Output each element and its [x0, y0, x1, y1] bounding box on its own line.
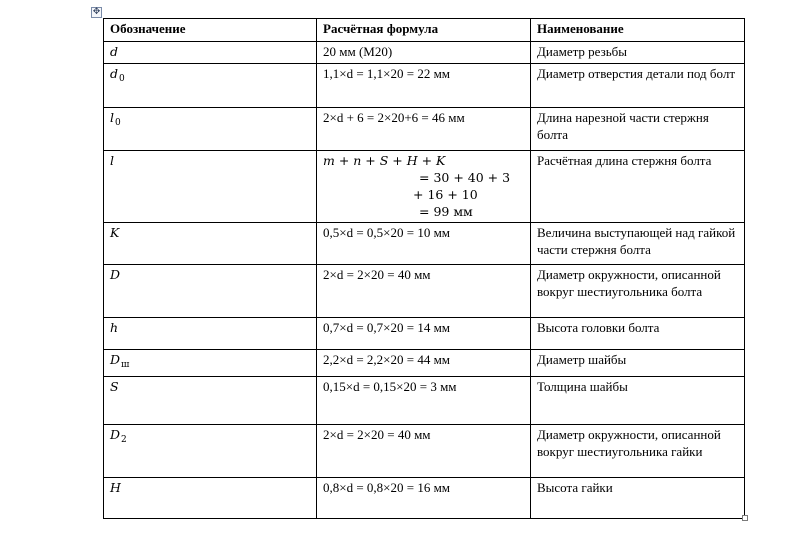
symbol-subscript: 0 [119, 74, 125, 84]
name-cell[interactable]: Диаметр окружности, описанной вокруг шестиугольника болта [531, 265, 745, 318]
name-cell[interactable]: Диаметр окружности, описанной вокруг шестиугольника гайки [531, 425, 745, 478]
symbol-cell[interactable] [104, 42, 317, 64]
formula-cell[interactable]: 0,5×d = 0,5×20 = 10 мм [317, 223, 531, 265]
name-cell[interactable]: Диаметр резьбы [531, 42, 745, 64]
symbol-cell[interactable] [104, 108, 317, 151]
header-name: Наименование [531, 19, 745, 42]
table-row [104, 64, 745, 108]
symbol-cell[interactable] [104, 223, 317, 265]
name-cell[interactable]: Высота гайки [531, 478, 745, 519]
formula-cell[interactable]: 0,7×d = 0,7×20 = 14 мм [317, 318, 531, 350]
table-row [104, 350, 745, 377]
table-header-row [104, 19, 745, 42]
table-move-handle-icon[interactable]: ✥ [92, 7, 101, 17]
symbol: S [110, 379, 119, 394]
formula-cell[interactable]: 0,8×d = 0,8×20 = 16 мм [317, 478, 531, 519]
name-cell[interactable]: Толщина шайбы [531, 377, 745, 425]
table-row [104, 151, 745, 223]
symbol-cell[interactable] [104, 265, 317, 318]
name-cell[interactable]: Диаметр шайбы [531, 350, 745, 377]
symbol: h [110, 320, 119, 335]
bolt-parameters-table [103, 18, 745, 519]
symbol: $l_0$ [110, 110, 121, 128]
formula-cell[interactable]: 2×d = 2×20 = 40 мм [317, 425, 531, 478]
symbol-cell[interactable] [104, 151, 317, 223]
formula-cell[interactable]: 20 мм (М20) [317, 42, 531, 64]
symbol: $d_0$ [110, 66, 125, 84]
table-row [104, 318, 745, 350]
symbol-cell[interactable] [104, 377, 317, 425]
table-resize-handle[interactable] [742, 515, 748, 521]
table-row [104, 377, 745, 425]
symbol: H [110, 480, 121, 495]
header-designation: Обозначение [104, 19, 317, 42]
symbol-cell[interactable] [104, 478, 317, 519]
formula-cell[interactable] [317, 151, 531, 223]
symbol: l [110, 153, 114, 168]
name-cell[interactable]: Длина нарезной части стержня болта [531, 108, 745, 151]
symbol: d [110, 44, 119, 59]
symbol-subscript: ш [121, 360, 130, 370]
symbol: K [110, 225, 120, 240]
name-cell[interactable]: Величина выступающей над гайкой части стержня болта [531, 223, 745, 265]
header-formula: Расчётная формула [317, 19, 531, 42]
formula-cell[interactable]: 1,1×d = 1,1×20 = 22 мм [317, 64, 531, 108]
formula-cell[interactable]: 0,15×d = 0,15×20 = 3 мм [317, 377, 531, 425]
text-cursor [744, 475, 745, 492]
symbol: $D_ш$ [110, 352, 130, 370]
name-cell[interactable]: Высота головки болта [531, 318, 745, 350]
formula-cell[interactable]: 2,2×d = 2,2×20 = 44 мм [317, 350, 531, 377]
formula-cell[interactable]: 2×d = 2×20 = 40 мм [317, 265, 531, 318]
table-row [104, 478, 745, 519]
table-row [104, 265, 745, 318]
formula-cell[interactable]: 2×d + 6 = 2×20+6 = 46 мм [317, 108, 531, 151]
name-cell[interactable]: Диаметр отверстия детали под болт [531, 64, 745, 108]
table-row [104, 425, 745, 478]
symbol: D [110, 267, 121, 282]
name-cell[interactable]: Расчётная длина стержня болта [531, 151, 745, 223]
symbol: $D_2$ [110, 427, 127, 445]
symbol-cell[interactable] [104, 318, 317, 350]
table-row [104, 223, 745, 265]
table-row [104, 108, 745, 151]
symbol-cell[interactable] [104, 350, 317, 377]
table-row [104, 42, 745, 64]
formula-equation: m + n + S + H + K = 30 + 40 + 3 + 16 + 10 = 99 мм [323, 153, 511, 219]
symbol-cell[interactable] [104, 64, 317, 108]
symbol-subscript: 2 [121, 435, 127, 445]
symbol-cell[interactable] [104, 425, 317, 478]
symbol-subscript: 0 [115, 118, 121, 128]
